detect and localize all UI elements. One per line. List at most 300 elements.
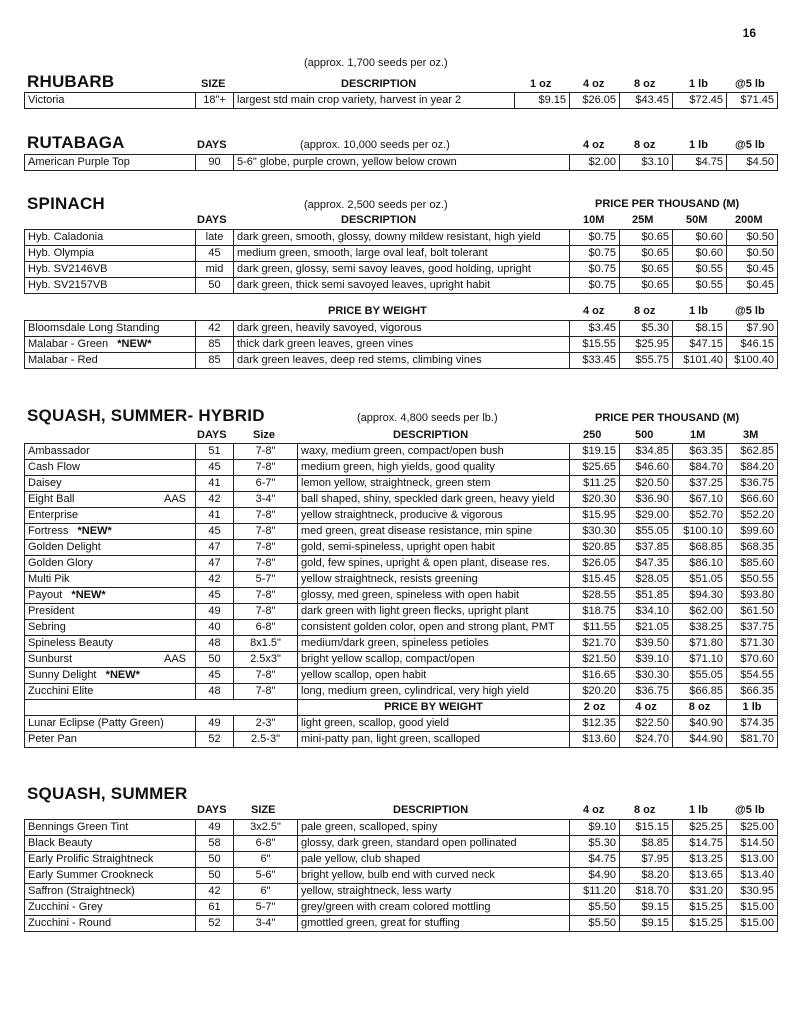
price-cell: $33.45 xyxy=(570,353,620,369)
price-cell: $0.65 xyxy=(620,246,673,262)
price-cell: $21.70 xyxy=(570,636,620,652)
table-row xyxy=(25,93,778,109)
squash-summer-header-1lb: 1 lb xyxy=(689,804,708,816)
price-cell: $68.85 xyxy=(673,540,727,556)
table-row xyxy=(25,652,778,668)
description-cell: glossy, dark green, standard open pollinated xyxy=(298,836,570,852)
variety-name: Early Summer Crookneck xyxy=(25,868,196,884)
rhubarb-title: RHUBARB xyxy=(27,72,115,91)
price-cell: $61.50 xyxy=(727,604,778,620)
price-cell: $46.15 xyxy=(727,337,778,353)
price-cell: $37.85 xyxy=(620,540,673,556)
variety-name: Malabar - Red xyxy=(25,353,196,369)
price-cell: $30.30 xyxy=(620,668,673,684)
squash-summer-header-size: SIZE xyxy=(251,804,276,816)
squash-summer-header-days: DAYS xyxy=(197,804,227,816)
squash-summer-table xyxy=(24,819,778,932)
price-cell: $0.65 xyxy=(620,262,673,278)
spinach-weight-header-5lb: @5 lb xyxy=(735,305,765,317)
price-cell: $0.65 xyxy=(620,230,673,246)
table-row xyxy=(25,588,778,604)
price-cell: $22.50 xyxy=(620,716,673,732)
price-cell: $55.75 xyxy=(620,353,673,369)
price-cell: $7.90 xyxy=(727,321,778,337)
days-cell: 42 xyxy=(196,884,234,900)
new-badge: *NEW* xyxy=(105,669,140,681)
size-cell: 6-7" xyxy=(234,476,298,492)
price-cell: $5.50 xyxy=(570,916,620,932)
table-row xyxy=(25,476,778,492)
description-cell: gmottled green, great for stuffing xyxy=(298,916,570,932)
price-cell: $67.10 xyxy=(673,492,727,508)
table-row xyxy=(25,540,778,556)
description-cell: bright yellow, bulb end with curved neck xyxy=(298,868,570,884)
price-cell: $68.35 xyxy=(727,540,778,556)
price-cell: $25.25 xyxy=(673,820,727,836)
price-cell: $71.30 xyxy=(727,636,778,652)
price-cell: $39.10 xyxy=(620,652,673,668)
price-cell: $15.95 xyxy=(570,508,620,524)
description-cell: dark green, glossy, semi savoy leaves, good holding, upright xyxy=(234,262,570,278)
table-row xyxy=(25,321,778,337)
days-cell: 85 xyxy=(196,353,234,369)
spinach-table xyxy=(24,229,778,294)
spinach-header-description: DESCRIPTION xyxy=(341,214,417,226)
price-cell: $11.25 xyxy=(570,476,620,492)
variety-name: Peter Pan xyxy=(25,732,196,748)
price-cell: $13.00 xyxy=(727,852,778,868)
price-cell: $25.65 xyxy=(570,460,620,476)
days-cell: 85 xyxy=(196,337,234,353)
squash-hybrid-header-days: DAYS xyxy=(197,429,227,441)
table-row xyxy=(25,460,778,476)
price-cell: $66.85 xyxy=(673,684,727,700)
description-cell: dark green, heavily savoyed, vigorous xyxy=(234,321,570,337)
days-cell: 52 xyxy=(196,732,234,748)
price-cell: $44.90 xyxy=(673,732,727,748)
price-cell: $50.55 xyxy=(727,572,778,588)
days-cell: 50 xyxy=(196,868,234,884)
price-cell: $3.10 xyxy=(620,155,673,171)
price-cell: $15.00 xyxy=(727,916,778,932)
price-cell: $5.30 xyxy=(620,321,673,337)
table-row xyxy=(25,868,778,884)
aas-badge: AAS xyxy=(163,493,186,505)
size-cell: 6-8" xyxy=(234,620,298,636)
table-row xyxy=(25,900,778,916)
price-cell: $94.30 xyxy=(673,588,727,604)
rhubarb-header-1lb: 1 lb xyxy=(689,78,708,90)
price-cell: $72.45 xyxy=(673,93,727,109)
table-row xyxy=(25,337,778,353)
rutabaga-table xyxy=(24,154,778,171)
description-cell: lemon yellow, straightneck, green stem xyxy=(298,476,570,492)
squash-summer-header-5lb: @5 lb xyxy=(735,804,765,816)
spinach-weight-header-8oz: 8 oz xyxy=(634,305,656,317)
price-cell: $8.20 xyxy=(620,868,673,884)
description-cell: pale green, scalloped, spiny xyxy=(298,820,570,836)
squash-hybrid-header-250: 250 xyxy=(583,429,602,441)
price-cell: $71.10 xyxy=(673,652,727,668)
days-cell: 45 xyxy=(196,668,234,684)
days-cell: 40 xyxy=(196,620,234,636)
variety-name: Hyb. SV2146VB xyxy=(25,262,196,278)
price-cell: $15.55 xyxy=(570,337,620,353)
price-cell: $43.45 xyxy=(620,93,673,109)
price-cell: $54.55 xyxy=(727,668,778,684)
variety-name: Hyb. Olympia xyxy=(25,246,196,262)
rhubarb-header-1oz: 1 oz xyxy=(530,78,552,90)
days-cell: 50 xyxy=(196,852,234,868)
size-cell: 7-8" xyxy=(234,684,298,700)
description-cell: thick dark green leaves, green vines xyxy=(234,337,570,353)
description-cell: gold, few spines, upright & open plant, disease res. xyxy=(298,556,570,572)
price-cell: $36.90 xyxy=(620,492,673,508)
squash-summer-header-4oz: 4 oz xyxy=(583,804,605,816)
squash-summer-title: SQUASH, SUMMER xyxy=(27,784,188,803)
table-row xyxy=(25,246,778,262)
price-cell: $2.00 xyxy=(570,155,620,171)
price-cell: $93.80 xyxy=(727,588,778,604)
description-cell: yellow straightneck, resists greening xyxy=(298,572,570,588)
days-cell: 61 xyxy=(196,900,234,916)
size-cell: 7-8" xyxy=(234,540,298,556)
description-cell: pale yellow, club shaped xyxy=(298,852,570,868)
variety-name: Multi Pik xyxy=(25,572,196,588)
description-cell: dark green, thick semi savoyed leaves, upright habit xyxy=(234,278,570,294)
table-row xyxy=(25,732,778,748)
price-cell: $0.60 xyxy=(673,230,727,246)
squash-hybrid-header-1m: 1M xyxy=(690,429,706,441)
rhubarb-header-description: DESCRIPTION xyxy=(341,78,417,90)
description-cell: yellow straightneck, producive & vigorous xyxy=(298,508,570,524)
price-cell: $47.35 xyxy=(620,556,673,572)
price-cell: $85.60 xyxy=(727,556,778,572)
price-cell: $3.45 xyxy=(570,321,620,337)
price-cell: $4.90 xyxy=(570,868,620,884)
price-cell: $30.95 xyxy=(727,884,778,900)
variety-name: Daisey xyxy=(25,476,196,492)
price-cell: $84.70 xyxy=(673,460,727,476)
squash-hybrid-header-description: DESCRIPTION xyxy=(393,429,469,441)
size-cell: 18"+ xyxy=(196,93,234,109)
variety-name: Payout *NEW* xyxy=(25,588,196,604)
description-cell: waxy, medium green, compact/open bush xyxy=(298,444,570,460)
description-cell: glossy, med green, spineless with open habit xyxy=(298,588,570,604)
size-cell: 7-8" xyxy=(234,588,298,604)
days-cell: 51 xyxy=(196,444,234,460)
table-row xyxy=(25,492,778,508)
price-cell: $0.75 xyxy=(570,278,620,294)
variety-name: Golden Delight xyxy=(25,540,196,556)
table-row xyxy=(25,444,778,460)
days-cell: 47 xyxy=(196,540,234,556)
price-cell: $9.15 xyxy=(620,916,673,932)
price-cell: $24.70 xyxy=(620,732,673,748)
price-cell: $84.20 xyxy=(727,460,778,476)
days-cell: 42 xyxy=(196,492,234,508)
price-cell: $71.45 xyxy=(727,93,778,109)
description-cell: med green, great disease resistance, min spine xyxy=(298,524,570,540)
size-cell: 7-8" xyxy=(234,444,298,460)
price-cell: $4.75 xyxy=(673,155,727,171)
price-cell: $71.80 xyxy=(673,636,727,652)
table-row xyxy=(25,636,778,652)
price-cell: $101.40 xyxy=(673,353,727,369)
size-cell: 3x2.5" xyxy=(234,820,298,836)
price-cell: $18.70 xyxy=(620,884,673,900)
days-cell: 50 xyxy=(196,278,234,294)
price-cell: $26.05 xyxy=(570,556,620,572)
spinach-header-10m: 10M xyxy=(583,214,605,226)
variety-name: American Purple Top xyxy=(25,155,196,171)
description-cell: ball shaped, shiny, speckled dark green, heavy yield xyxy=(298,492,570,508)
price-cell: $4.75 xyxy=(570,852,620,868)
price-cell: $99.60 xyxy=(727,524,778,540)
squash-summer-header-description: DESCRIPTION xyxy=(393,804,469,816)
table-row xyxy=(25,524,778,540)
description-cell: bright yellow scallop, compact/open xyxy=(298,652,570,668)
price-cell: $8.15 xyxy=(673,321,727,337)
variety-name: AAS Sunburst xyxy=(25,652,196,668)
size-cell: 7-8" xyxy=(234,604,298,620)
description-cell: 5-6" globe, purple crown, yellow below crown xyxy=(234,155,570,171)
spinach-price-heading: PRICE PER THOUSAND (M) xyxy=(595,198,740,210)
weight-header: 2 oz xyxy=(570,700,620,716)
price-cell: $34.85 xyxy=(620,444,673,460)
squash-hybrid-header-size: Size xyxy=(253,429,276,441)
variety-name: Spineless Beauty xyxy=(25,636,196,652)
price-cell: $14.50 xyxy=(727,836,778,852)
price-cell: $37.25 xyxy=(673,476,727,492)
price-cell: $25.95 xyxy=(620,337,673,353)
days-cell: 41 xyxy=(196,508,234,524)
weight-header: 8 oz xyxy=(673,700,727,716)
description-cell: largest std main crop variety, harvest in year 2 xyxy=(234,93,515,109)
days-cell: 45 xyxy=(196,588,234,604)
size-cell: 7-8" xyxy=(234,508,298,524)
variety-name: Victoria xyxy=(25,93,196,109)
price-cell: $8.85 xyxy=(620,836,673,852)
price-cell: $66.35 xyxy=(727,684,778,700)
spinach-header-25m: 25M xyxy=(632,214,654,226)
squash-summer-header-8oz: 8 oz xyxy=(634,804,656,816)
days-cell: 49 xyxy=(196,716,234,732)
rhubarb-header-8oz: 8 oz xyxy=(634,78,656,90)
squash-hybrid-price-heading: PRICE PER THOUSAND (M) xyxy=(595,412,740,424)
variety-name: Bennings Green Tint xyxy=(25,820,196,836)
squash-hybrid-title: SQUASH, SUMMER- HYBRID xyxy=(27,406,265,425)
rutabaga-title: RUTABAGA xyxy=(27,133,125,152)
size-cell: 3-4" xyxy=(234,916,298,932)
days-cell: 48 xyxy=(196,684,234,700)
table-row xyxy=(25,155,778,171)
price-cell: $11.20 xyxy=(570,884,620,900)
rhubarb-header-size: SIZE xyxy=(201,78,226,90)
size-cell: 5-7" xyxy=(234,900,298,916)
price-cell: $52.70 xyxy=(673,508,727,524)
price-cell: $62.00 xyxy=(673,604,727,620)
table-row xyxy=(25,852,778,868)
description-cell: grey/green with cream colored mottling xyxy=(298,900,570,916)
new-badge: *NEW* xyxy=(71,589,106,601)
price-cell: $0.75 xyxy=(570,262,620,278)
price-cell: $7.95 xyxy=(620,852,673,868)
table-row xyxy=(25,262,778,278)
variety-name: Ambassador xyxy=(25,444,196,460)
description-cell: medium green, high yields, good quality xyxy=(298,460,570,476)
description-cell: medium/dark green, spineless petioles xyxy=(298,636,570,652)
price-cell: $15.15 xyxy=(620,820,673,836)
table-row xyxy=(25,700,778,716)
price-cell: $47.15 xyxy=(673,337,727,353)
price-cell: $55.05 xyxy=(620,524,673,540)
price-cell: $11.55 xyxy=(570,620,620,636)
table-row xyxy=(25,620,778,636)
size-cell: 6-8" xyxy=(234,836,298,852)
rhubarb-header-5lb: @5 lb xyxy=(735,78,765,90)
days-cell: 49 xyxy=(196,820,234,836)
table-row xyxy=(25,278,778,294)
rhubarb-table xyxy=(24,92,778,109)
variety-name: Golden Glory xyxy=(25,556,196,572)
size-cell: 3-4" xyxy=(234,492,298,508)
price-cell: $36.75 xyxy=(620,684,673,700)
rhubarb-header-4oz: 4 oz xyxy=(583,78,605,90)
variety-name: President xyxy=(25,604,196,620)
spinach-header-days: DAYS xyxy=(197,214,227,226)
price-cell: $63.35 xyxy=(673,444,727,460)
days-cell: 48 xyxy=(196,636,234,652)
spinach-weight-table xyxy=(24,320,778,369)
rutabaga-seed-note: (approx. 10,000 seeds per oz.) xyxy=(300,139,450,151)
days-cell: 49 xyxy=(196,604,234,620)
price-cell: $13.60 xyxy=(570,732,620,748)
variety-name: Saffron (Straightneck) xyxy=(25,884,196,900)
rutabaga-header-8oz: 8 oz xyxy=(634,139,656,151)
size-cell: 5-7" xyxy=(234,572,298,588)
price-cell: $20.20 xyxy=(570,684,620,700)
price-cell: $9.15 xyxy=(515,93,570,109)
spinach-seed-note: (approx. 2,500 seeds per oz.) xyxy=(304,199,448,211)
rutabaga-header-4oz: 4 oz xyxy=(583,139,605,151)
price-cell: $29.00 xyxy=(620,508,673,524)
variety-name: Enterprise xyxy=(25,508,196,524)
days-cell: 42 xyxy=(196,321,234,337)
variety-name: Bloomsdale Long Standing xyxy=(25,321,196,337)
price-cell: $46.60 xyxy=(620,460,673,476)
size-cell: 7-8" xyxy=(234,556,298,572)
price-cell: $13.40 xyxy=(727,868,778,884)
days-cell: 90 xyxy=(196,155,234,171)
days-cell: mid xyxy=(196,262,234,278)
price-cell: $16.65 xyxy=(570,668,620,684)
spinach-weight-header-1lb: 1 lb xyxy=(689,305,708,317)
description-cell: yellow, straightneck, less warty xyxy=(298,884,570,900)
squash-hybrid-seed-note: (approx. 4,800 seeds per lb.) xyxy=(357,412,498,424)
price-cell: $0.45 xyxy=(727,278,778,294)
price-cell: $26.05 xyxy=(570,93,620,109)
price-cell: $51.85 xyxy=(620,588,673,604)
rutabaga-header-1lb: 1 lb xyxy=(689,139,708,151)
price-cell: $28.55 xyxy=(570,588,620,604)
price-cell: $0.45 xyxy=(727,262,778,278)
table-row xyxy=(25,230,778,246)
squash-hybrid-table xyxy=(24,443,778,748)
variety-name: Zucchini Elite xyxy=(25,684,196,700)
weight-heading: PRICE BY WEIGHT xyxy=(298,700,570,716)
spinach-title: SPINACH xyxy=(27,194,105,213)
spinach-header-50m: 50M xyxy=(686,214,708,226)
days-cell: 42 xyxy=(196,572,234,588)
price-cell: $9.15 xyxy=(620,900,673,916)
variety-name: Early Prolific Straightneck xyxy=(25,852,196,868)
price-cell: $4.50 xyxy=(727,155,778,171)
price-cell: $100.10 xyxy=(673,524,727,540)
table-row xyxy=(25,604,778,620)
price-cell: $25.00 xyxy=(727,820,778,836)
size-cell: 7-8" xyxy=(234,524,298,540)
table-row xyxy=(25,508,778,524)
variety-name: Fortress *NEW* xyxy=(25,524,196,540)
squash-hybrid-header-500: 500 xyxy=(635,429,654,441)
price-cell: $15.00 xyxy=(727,900,778,916)
size-cell: 6" xyxy=(234,852,298,868)
price-cell: $15.25 xyxy=(673,900,727,916)
days-cell: 45 xyxy=(196,460,234,476)
spinach-weight-header-4oz: 4 oz xyxy=(583,305,605,317)
variety-name: Zucchini - Grey xyxy=(25,900,196,916)
days-cell: 50 xyxy=(196,652,234,668)
rutabaga-header-5lb: @5 lb xyxy=(735,139,765,151)
squash-hybrid-header-3m: 3M xyxy=(743,429,759,441)
size-cell: 8x1.5" xyxy=(234,636,298,652)
price-cell: $52.20 xyxy=(727,508,778,524)
price-cell: $81.70 xyxy=(727,732,778,748)
price-cell: $62.85 xyxy=(727,444,778,460)
size-cell: 6" xyxy=(234,884,298,900)
price-cell: $21.50 xyxy=(570,652,620,668)
description-cell: gold, semi-spineless, upright open habit xyxy=(298,540,570,556)
price-cell: $5.30 xyxy=(570,836,620,852)
price-cell: $19.15 xyxy=(570,444,620,460)
price-cell: $55.05 xyxy=(673,668,727,684)
table-row xyxy=(25,716,778,732)
price-cell: $31.20 xyxy=(673,884,727,900)
price-cell: $0.50 xyxy=(727,230,778,246)
price-cell: $30.30 xyxy=(570,524,620,540)
price-cell: $13.25 xyxy=(673,852,727,868)
days-cell: 45 xyxy=(196,524,234,540)
price-cell: $37.75 xyxy=(727,620,778,636)
price-cell: $5.50 xyxy=(570,900,620,916)
table-row xyxy=(25,836,778,852)
days-cell: 41 xyxy=(196,476,234,492)
price-cell: $66.60 xyxy=(727,492,778,508)
table-row xyxy=(25,556,778,572)
description-cell: medium green, smooth, large oval leaf, bolt tolerant xyxy=(234,246,570,262)
variety-name: Black Beauty xyxy=(25,836,196,852)
variety-name: Lunar Eclipse (Patty Green) xyxy=(25,716,196,732)
price-cell: $21.05 xyxy=(620,620,673,636)
price-cell: $74.35 xyxy=(727,716,778,732)
size-cell: 2.5x3" xyxy=(234,652,298,668)
description-cell: dark green with light green flecks, upright plant xyxy=(298,604,570,620)
price-cell: $20.85 xyxy=(570,540,620,556)
days-cell: 47 xyxy=(196,556,234,572)
table-row xyxy=(25,684,778,700)
variety-name: Sebring xyxy=(25,620,196,636)
